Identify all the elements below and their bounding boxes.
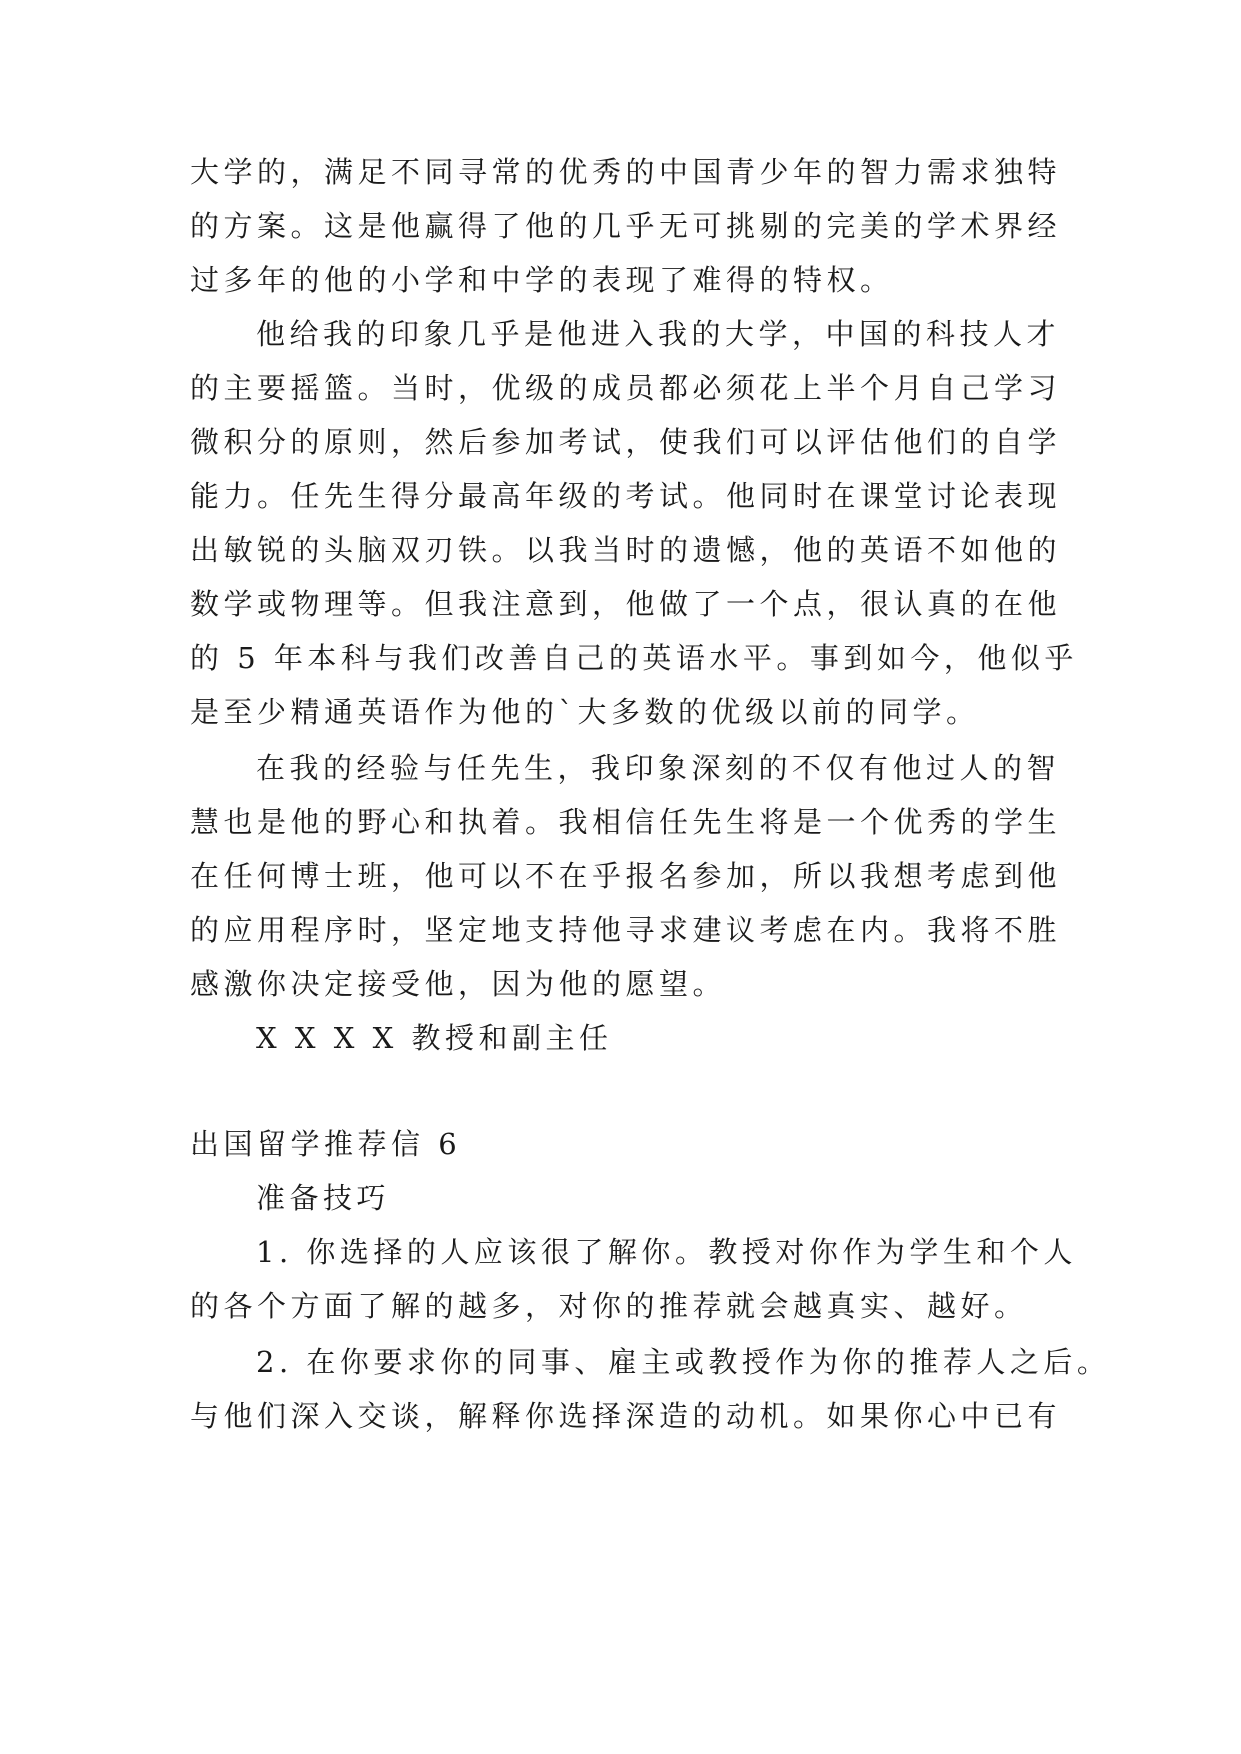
paragraph-3-line-1: 在我的经验与任先生，我印象深刻的不仅有他过人的智 bbox=[256, 751, 1061, 785]
paragraph-2-line-5: 出敏锐的头脑双刃铁。以我当时的遗憾，他的英语不如他的 bbox=[190, 533, 1062, 567]
paragraph-1-line-2: 的方案。这是他赢得了他的几乎无可挑剔的完美的学术界经 bbox=[190, 209, 1062, 243]
paragraph-3-line-5: 感激你决定接受他，因为他的愿望。 bbox=[190, 967, 727, 1001]
signature-line: X X X X 教授和副主任 bbox=[256, 1021, 613, 1055]
subheading-tips: 准备技巧 bbox=[256, 1181, 391, 1215]
section-heading: 出国留学推荐信 6 bbox=[190, 1127, 462, 1161]
paragraph-2-line-6: 数学或物理等。但我注意到，他做了一个点，很认真的在他 bbox=[190, 587, 1062, 621]
paragraph-1-line-3: 过多年的他的小学和中学的表现了难得的特权。 bbox=[190, 263, 894, 297]
paragraph-3-line-2: 慧也是他的野心和执着。我相信任先生将是一个优秀的学生 bbox=[190, 805, 1062, 839]
paragraph-2-line-8: 是至少精通英语作为他的`大多数的优级以前的同学。 bbox=[190, 695, 980, 729]
paragraph-2-line-7: 的 5 年本科与我们改善自己的英语水平。事到如今，他似乎 bbox=[190, 641, 1078, 675]
paragraph-2-line-2: 的主要摇篮。当时，优级的成员都必须花上半个月自己学习 bbox=[190, 371, 1062, 405]
tip-2-line-1: 2. 在你要求你的同事、雇主或教授作为你的推荐人之后。 bbox=[256, 1345, 1111, 1379]
paragraph-2-line-4: 能力。任先生得分最高年级的考试。他同时在课堂讨论表现 bbox=[190, 479, 1062, 513]
paragraph-2-line-3: 微积分的原则，然后参加考试，使我们可以评估他们的自学 bbox=[190, 425, 1062, 459]
paragraph-1-line-1: 大学的，满足不同寻常的优秀的中国青少年的智力需求独特 bbox=[190, 155, 1062, 189]
tip-1-line-1: 1. 你选择的人应该很了解你。教授对你作为学生和个人 bbox=[256, 1235, 1077, 1269]
tip-1-line-2: 的各个方面了解的越多，对你的推荐就会越真实、越好。 bbox=[190, 1289, 1028, 1323]
paragraph-3-line-4: 的应用程序时，坚定地支持他寻求建议考虑在内。我将不胜 bbox=[190, 913, 1062, 947]
tip-2-line-2: 与他们深入交谈，解释你选择深造的动机。如果你心中已有 bbox=[190, 1399, 1062, 1433]
paragraph-2-line-1: 他给我的印象几乎是他进入我的大学，中国的科技人才 bbox=[256, 317, 1061, 351]
paragraph-3-line-3: 在任何博士班，他可以不在乎报名参加，所以我想考虑到他 bbox=[190, 859, 1062, 893]
